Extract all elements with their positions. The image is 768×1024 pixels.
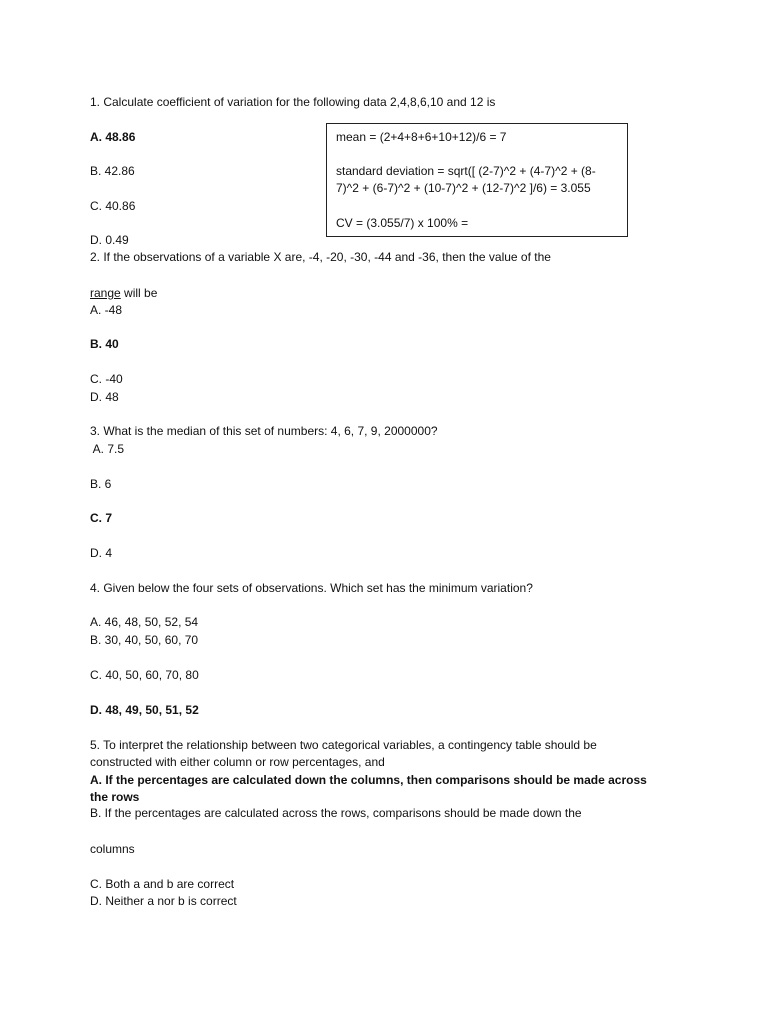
- q2-option-c: C. -40: [90, 372, 123, 386]
- q2-option-d: D. 48: [90, 390, 119, 404]
- q3-option-d: D. 4: [90, 546, 113, 560]
- question-1-text: 1. Calculate coefficient of variation for the following data 2,4,8,6,10 and 12 is: [90, 95, 496, 109]
- range-rest: will be: [120, 286, 158, 300]
- q1-option-a: A. 48.86: [90, 130, 136, 144]
- range-word: range: [90, 286, 121, 300]
- q4-option-c: C. 40, 50, 60, 70, 80: [90, 668, 199, 682]
- question-2-text: 2. If the observations of a variable X are, -4, -20, -30, -44 and -36, then the value of the: [90, 250, 551, 264]
- q1-cv-line: CV = (3.055/7) x 100% =: [336, 216, 469, 230]
- q5-option-b: B. If the percentages are calculated across the rows, comparisons should be made down the: [90, 806, 582, 820]
- q3-option-b: B. 6: [90, 477, 112, 491]
- q1-sd-line-2: 7)^2 + (6-7)^2 + (10-7)^2 + (12-7)^2 ]/6) = 3.055: [336, 181, 591, 195]
- q2-option-b: B. 40: [90, 337, 119, 351]
- q4-option-a: A. 46, 48, 50, 52, 54: [90, 615, 199, 629]
- q5-option-a: A. If the percentages are calculated down the columns, then comparisons should be made across the rows: [90, 773, 647, 804]
- q1-option-b: B. 42.86: [90, 164, 135, 178]
- question-5-text: 5. To interpret the relationship between two categorical variables, a contingency table should be constructed with either column or row percentages, and: [90, 738, 597, 769]
- q1-sd-line-1: standard deviation = sqrt([ (2-7)^2 + (4-7)^2 + (8-: [336, 164, 596, 178]
- q4-option-b: B. 30, 40, 50, 60, 70: [90, 633, 199, 647]
- q5-option-c: C. Both a and b are correct: [90, 877, 235, 891]
- q2-option-a: A. -48: [90, 303, 123, 317]
- q1-option-c: C. 40.86: [90, 199, 136, 213]
- q5-option-b-continuation: columns: [90, 842, 135, 856]
- q1-worked-solution-box: [326, 123, 628, 237]
- q5-option-d: D. Neither a nor b is correct: [90, 894, 237, 908]
- question-2-continuation: [90, 286, 157, 301]
- q3-option-a: A. 7.5: [90, 442, 125, 456]
- question-3-text: 3. What is the median of this set of numbers: 4, 6, 7, 9, 2000000?: [90, 424, 438, 438]
- q3-option-c: C. 7: [90, 511, 113, 525]
- q1-mean-line: mean = (2+4+8+6+10+12)/6 = 7: [336, 130, 507, 144]
- q4-option-d: D. 48, 49, 50, 51, 52: [90, 703, 199, 717]
- q1-option-d: D. 0.49: [90, 233, 129, 247]
- question-4-text: 4. Given below the four sets of observations. Which set has the minimum variation?: [90, 581, 533, 595]
